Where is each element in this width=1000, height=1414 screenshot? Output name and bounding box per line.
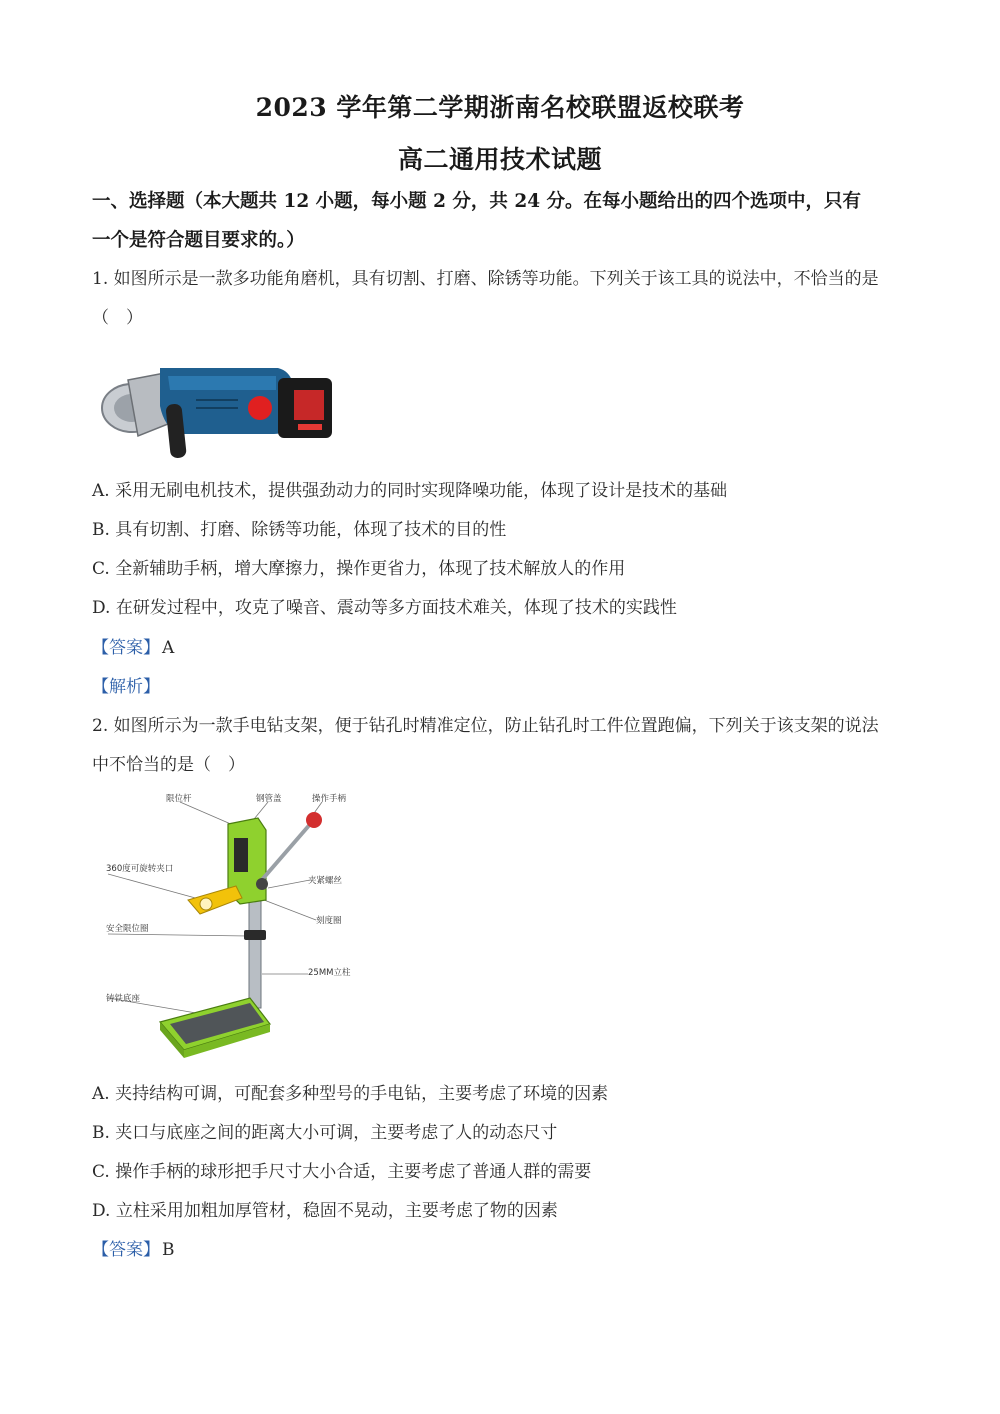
q2-answer-value: B <box>162 1240 175 1260</box>
q1-answer-value: A <box>162 638 175 658</box>
q1-option-b: B. 具有切割、打磨、除锈等功能，体现了技术的目的性 <box>92 520 507 540</box>
section-heading-line1: 一、选择题（本大题共 12 小题，每小题 2 分，共 24 分。在每小题给出的四个选项中，只有 <box>92 191 862 212</box>
q2-option-d: D. 立柱采用加粗加厚管材，稳固不晃动，主要考虑了物的因素 <box>92 1201 558 1221</box>
q1-option-a: A. 采用无刷电机技术，提供强劲动力的同时实现降噪功能，体现了设计是技术的基础 <box>92 481 728 501</box>
callout-scale: 刻度圈 <box>316 916 342 926</box>
q1-option-d: D. 在研发过程中，攻克了噪音、震动等多方面技术难关，体现了技术的实践性 <box>92 598 677 618</box>
q2-option-b: B. 夹口与底座之间的距离大小可调，主要考虑了人的动态尺寸 <box>92 1123 558 1143</box>
q1-stem-line2: （ ） <box>92 308 143 328</box>
callout-base: 铸铁底座 <box>106 994 141 1004</box>
callout-limit-rod: 限位杆 <box>166 794 192 804</box>
q2-answer <box>92 1237 922 1263</box>
q1-answer-label: 【答案】 <box>92 638 160 658</box>
exam-subtitle: 高二通用技术试题 <box>397 145 602 174</box>
callout-steel-tube: 钢管盖 <box>256 794 282 804</box>
exam-title: 2023 学年第二学期浙南名校联盟返校联考 <box>255 93 745 122</box>
q2-option-a: A. 夹持结构可调，可配套多种型号的手电钻，主要考虑了环境的因素 <box>92 1084 609 1104</box>
callout-handle: 操作手柄 <box>312 794 347 804</box>
angle-grinder-image <box>98 350 338 462</box>
drill-stand-image <box>100 788 360 1072</box>
callout-safety: 安全限位圈 <box>106 924 149 934</box>
q1-analysis-label: 【解析】 <box>92 677 160 697</box>
q2-stem-line1: 2. 如图所示为一款手电钻支架，便于钻孔时精准定位，防止钻孔时工件位置跑偏，下列关于该支架的说法 <box>92 716 879 736</box>
q2-answer-label: 【答案】 <box>92 1240 160 1260</box>
q2-stem-line2: 中不恰当的是（ ） <box>92 755 245 775</box>
callout-clamp: 360度可旋转夹口 <box>106 864 174 874</box>
callout-screw: 夹紧螺丝 <box>308 876 343 886</box>
section-heading-line2: 一个是符合题目要求的。） <box>92 230 305 251</box>
callout-column: 25MM立柱 <box>308 968 351 978</box>
q2-option-c: C. 操作手柄的球形把手尺寸大小合适，主要考虑了普通人群的需要 <box>92 1162 592 1182</box>
section-heading <box>92 182 922 260</box>
q1-answer <box>92 635 922 661</box>
q1-option-c: C. 全新辅助手柄，增大摩擦力，操作更省力，体现了技术解放人的作用 <box>92 559 626 579</box>
q1-stem-line1: 1. 如图所示是一款多功能角磨机，具有切割、打磨、除锈等功能。下列关于该工具的说法中，不恰当的是 <box>92 269 879 289</box>
